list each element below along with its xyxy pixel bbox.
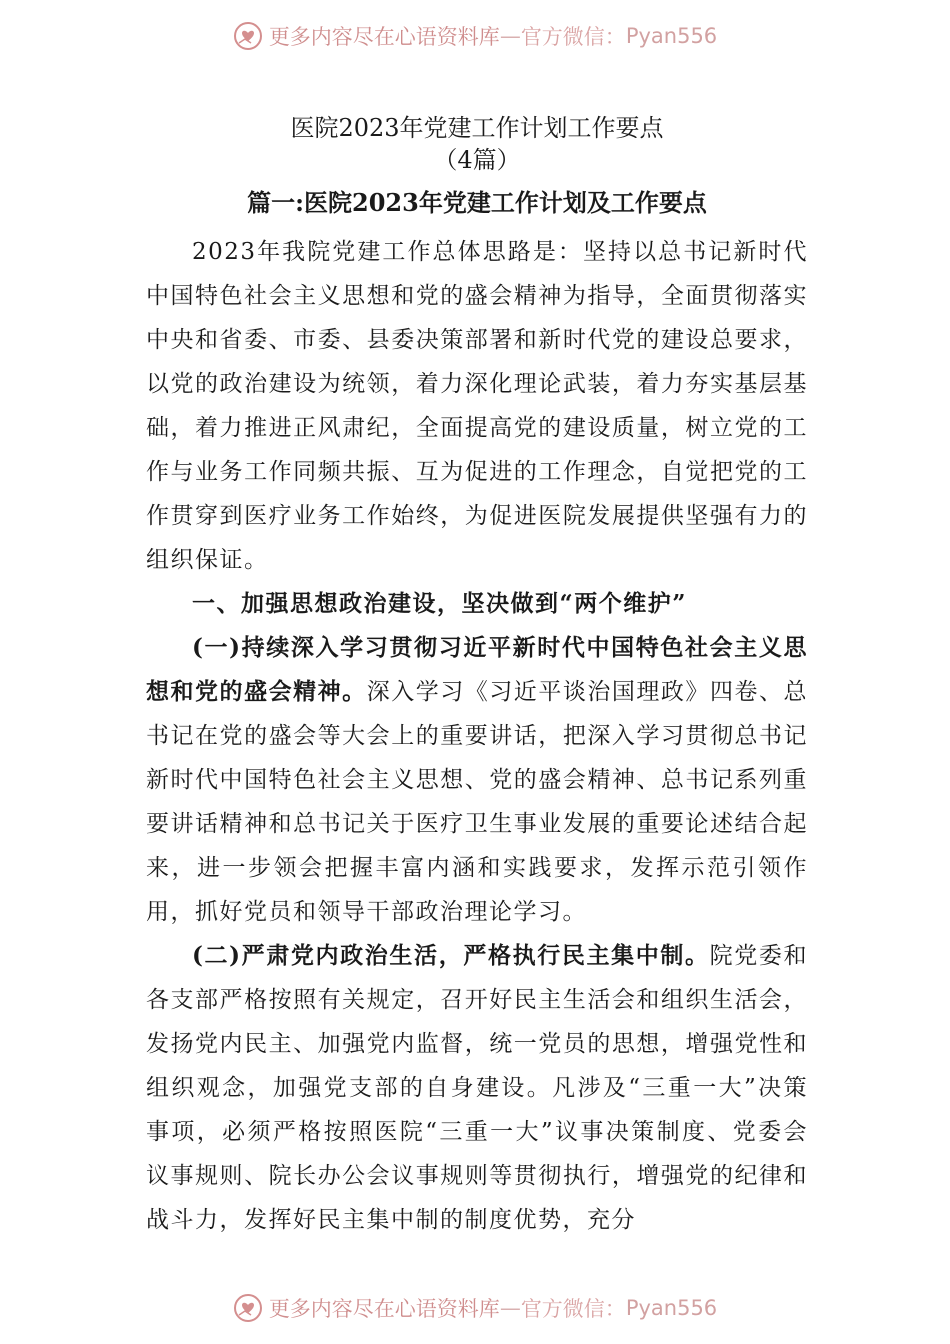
watermark-wechat-id: Pyan556: [625, 1296, 718, 1320]
item1-text: 深入学习《习近平谈治国理政》四卷、总书记在党的盛会等大会上的重要讲话，把深入学习贯彻总书记新时代中国特色社会主义思想、党的盛会精神、总书记系列重要讲话精神和总书记关于医疗卫生事业发展的重要论述结合起来，进一步领会把握丰富内涵和实践要求，发挥示范引领作用，抓好党员和领导干部政治理论学习。: [146, 679, 809, 925]
watermark-separator: —: [499, 24, 521, 48]
intro-paragraph: 2023年我院党建工作总体思路是：坚持以总书记新时代中国特色社会主义思想和党的盛会精神为指导，全面贯彻落实中央和省委、市委、县委决策部署和新时代党的建设总要求，以党的政治建设为统领，着力深化理论武装，着力夯实基层基础，着力推进正风肃纪，全面提高党的建设质量，树立党的工作与业务工作同频共振、互为促进的工作理念，自觉把党的工作贯穿到医疗业务工作始终，为促进医院发展提供坚强有力的组织保证。: [146, 239, 808, 573]
document-body: [146, 112, 808, 1242]
handshake-heart-logo-icon: [233, 1293, 263, 1323]
watermark-label: 官方微信：: [520, 25, 626, 49]
item2-paragraph: [146, 934, 808, 1242]
heading-level1: 一、加强思想政治建设，坚决做到“两个维护”: [192, 590, 687, 617]
item2-heading: (二)严肃党内政治生活，严格执行民主集中制。: [192, 942, 710, 969]
watermark-header: [0, 16, 950, 56]
item2-text: 院党委和各支部严格按照有关规定，召开好民主生活会和组织生活会，发扬党内民主、加强党内监督，统一党员的思想，增强党性和组织观念，加强党支部的自身建设。凡涉及“三重一大”决策事项，必须严格按照医院“三重一大”议事决策制度、党委会议事规则、院长办公会议事规则等贯彻执行，增强党的纪律和战斗力，发挥好民主集中制的制度优势，充分: [146, 943, 809, 1233]
document-subtitle: （4篇）: [433, 146, 521, 174]
section-title: 篇一:医院2023年党建工作计划及工作要点: [247, 188, 707, 217]
watermark-brand: 更多内容尽在心语资料库: [268, 25, 500, 49]
document-title: 医院2023年党建工作计划工作要点: [290, 114, 664, 142]
watermark-brand: 更多内容尽在心语资料库: [268, 1297, 500, 1321]
watermark-wechat-id: Pyan556: [625, 24, 718, 48]
watermark-footer: [0, 1288, 950, 1328]
watermark-label: 官方微信：: [520, 1297, 626, 1321]
item1-heading: (一)持续深入学习贯彻习近平新时代中国特色社会主义思想和党的盛会精神。: [146, 634, 808, 705]
handshake-heart-logo-icon: [233, 21, 263, 51]
watermark-separator: —: [499, 1296, 521, 1320]
item1-paragraph: [146, 626, 808, 934]
